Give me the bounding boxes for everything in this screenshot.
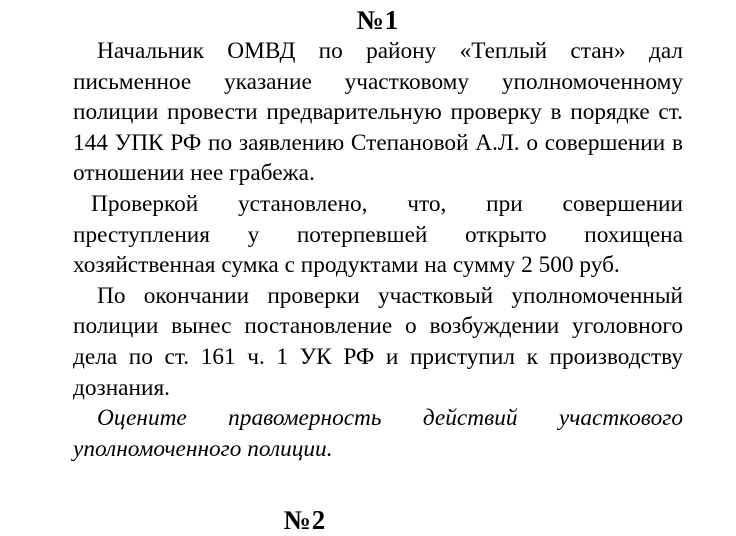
case-paragraph-1: Начальник ОМВД по району «Теплый стан» дал письменное указание участковому уполномоченному полиции провести предварительную проверку в порядке ст. 144 УПК РФ по заявлению Степановой А.Л. о совершении в отношении нее грабежа. <box>73 38 683 187</box>
question-paragraph: Оцените правомерность действий участкового уполномоченного полиции. <box>73 405 683 462</box>
case-paragraph-3: По окончании проверки участковый уполномоченный полиции вынес постановление о возбуждении уголовного дела по ст. 161 ч. 1 УК РФ и приступил к производству дознания. <box>73 282 683 401</box>
case-paragraph-2: Проверкой установлено, что, при совершении преступления у потерпевшей открыто похищена хозяйственная сумка с продуктами на сумму 2 500 руб. <box>73 190 683 279</box>
task-number-heading: №1 <box>356 5 400 35</box>
next-task-number-heading: №2 <box>283 505 327 535</box>
document-page <box>73 4 683 464</box>
